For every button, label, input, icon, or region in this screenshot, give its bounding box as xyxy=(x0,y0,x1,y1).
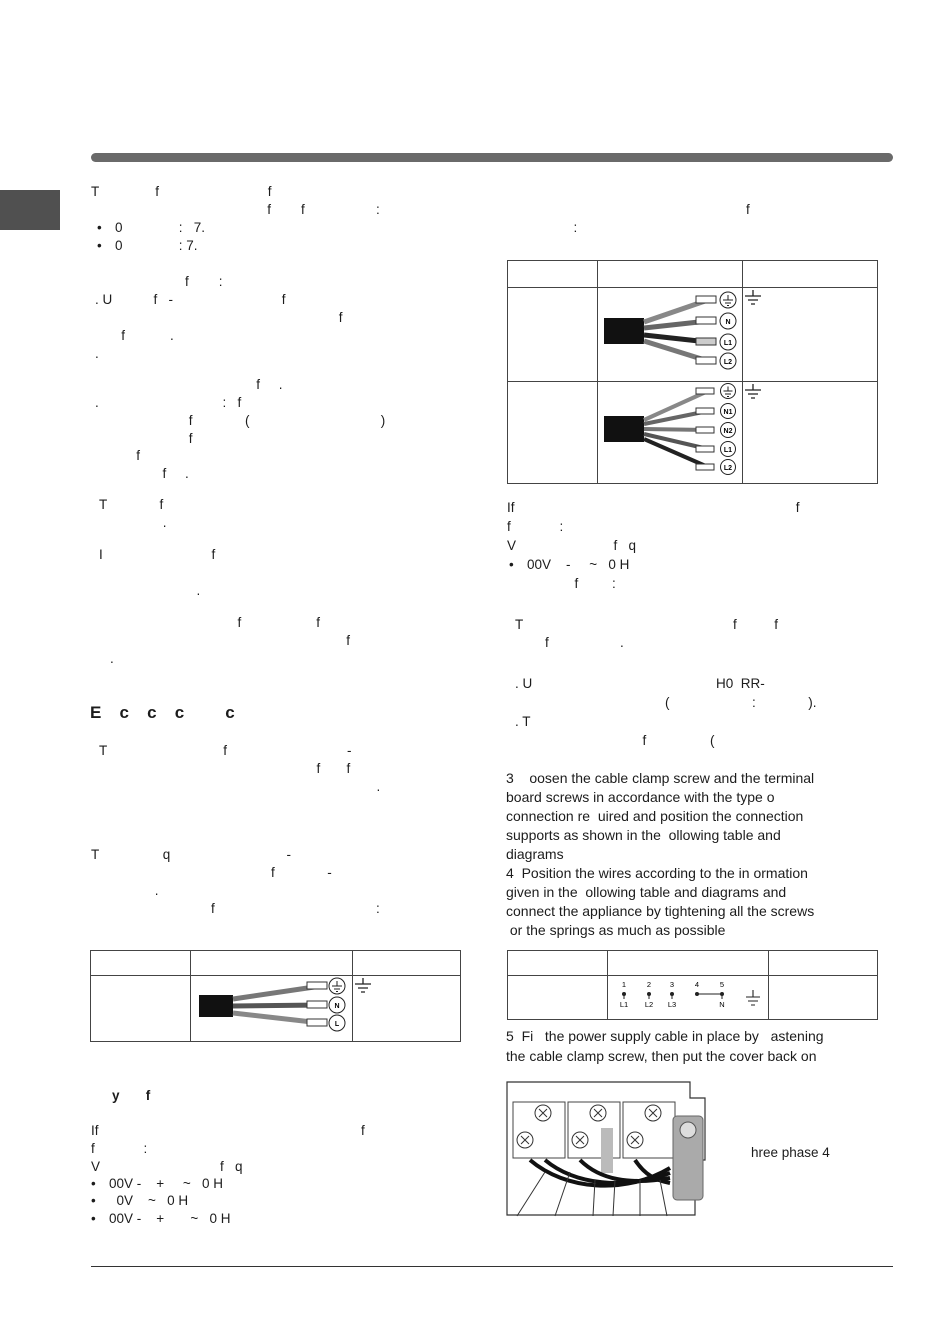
table-cell xyxy=(508,951,608,976)
sub-heading: y f xyxy=(112,1088,151,1103)
step5-line: the cable clamp screw, then put the cover back on xyxy=(506,1048,817,1064)
intro-line: T f f xyxy=(91,184,272,199)
ground-icon xyxy=(743,288,773,308)
table-cell xyxy=(190,976,352,1042)
terminal-number: 5 xyxy=(719,980,725,989)
table-cell xyxy=(743,382,878,484)
step5-line: 5 Fi the power supply cable in place by astening xyxy=(506,1028,824,1044)
list-item: • 0 : 7. xyxy=(115,237,198,255)
paragraph-line: If f xyxy=(507,500,800,515)
intro-line: : xyxy=(506,220,578,235)
paragraph-line: f . xyxy=(95,377,283,392)
step4-line: 4 Position the wires according to the in ormation xyxy=(506,865,808,881)
wire-label: L1 xyxy=(723,340,733,347)
paragraph-line: f f xyxy=(99,761,351,776)
paragraph-line: f . xyxy=(515,635,624,650)
paragraph-line: . xyxy=(99,583,201,598)
wire-label: L xyxy=(334,1021,340,1028)
paragraph-line: f xyxy=(95,310,343,325)
paragraph-line: . xyxy=(99,779,381,794)
table-cell xyxy=(598,382,743,484)
terminal-number: 4 xyxy=(694,980,700,989)
list-item: • 0 : 7. xyxy=(115,219,205,237)
list-item: • 00V - + ~ 0 H xyxy=(109,1175,223,1193)
paragraph-line: . U H0 RR- xyxy=(515,676,765,691)
paragraph-line: T q - xyxy=(91,847,292,862)
paragraph-line: f - xyxy=(91,865,332,880)
terminal-label: L2 xyxy=(644,1000,654,1009)
paragraph-line: . xyxy=(99,515,167,530)
paragraph-line: V f q xyxy=(507,538,637,553)
step4-line: or the springs as much as possible xyxy=(506,922,726,938)
table-cell xyxy=(352,951,460,976)
wire-label: N2 xyxy=(723,428,733,435)
ground-icon xyxy=(353,976,383,996)
table-cell xyxy=(190,951,352,976)
list-item: • 0V ~ 0 H xyxy=(109,1192,188,1210)
wire-label: L1 xyxy=(723,447,733,454)
paragraph-line: f ( ) xyxy=(95,413,386,428)
wire-label: N xyxy=(334,1003,340,1010)
paragraph-line: f xyxy=(95,431,193,446)
paragraph-line: f : xyxy=(95,274,223,289)
step3-line: board screws in accordance with the type o xyxy=(506,789,775,805)
wire-label: L2 xyxy=(723,465,733,472)
paragraph-line: T f xyxy=(99,497,164,512)
table-cell xyxy=(743,261,878,288)
wire-label: L2 xyxy=(723,359,733,366)
paragraph-line: . : f xyxy=(95,395,242,410)
paragraph-line: f f xyxy=(95,615,321,630)
section-heading: E c c c c xyxy=(90,703,236,722)
paragraph-line: . T xyxy=(515,714,531,729)
paragraph-line: T f f xyxy=(515,617,779,632)
cable-table xyxy=(507,260,878,484)
intro-line: f xyxy=(506,202,750,217)
paragraph-line: I f xyxy=(99,547,216,562)
table-cell xyxy=(91,976,191,1042)
paragraph-line: . xyxy=(95,346,99,361)
table-cell xyxy=(769,951,878,976)
single-phase-cable-illustration xyxy=(191,976,351,1036)
step4-line: connect the appliance by tightening all the screws xyxy=(506,903,815,919)
diagram-caption: hree phase 4 xyxy=(751,1145,830,1160)
list-item: • 00V - + ~ 0 H xyxy=(109,1210,231,1228)
wire-label: N1 xyxy=(723,409,733,416)
step3-line: 3 oosen the cable clamp screw and the terminal xyxy=(506,770,815,786)
terminal-label: L3 xyxy=(667,1000,677,1009)
table-cell xyxy=(508,382,598,484)
table-cell xyxy=(598,261,743,288)
table-cell xyxy=(508,288,598,382)
step3-line: connection re uired and position the connection xyxy=(506,808,804,824)
intro-line: f f : xyxy=(91,202,380,217)
terminal-number: 2 xyxy=(646,980,652,989)
paragraph-line: T f - xyxy=(99,743,352,758)
table-cell xyxy=(91,951,191,976)
language-tab xyxy=(0,190,60,230)
paragraph-line: If f xyxy=(91,1123,365,1138)
table-cell xyxy=(608,976,769,1020)
paragraph-line: ( : ). xyxy=(515,695,817,710)
step3-line: diagrams xyxy=(506,846,564,862)
paragraph-line: V f q xyxy=(91,1159,243,1174)
table-cell xyxy=(769,976,878,1020)
paragraph-line: f : xyxy=(507,519,564,534)
terminal-number: 1 xyxy=(621,980,627,989)
paragraph-line: f xyxy=(95,633,351,648)
header-bar xyxy=(91,153,893,162)
paragraph-line: . U f - f xyxy=(95,292,286,307)
paragraph-line: f : xyxy=(91,1141,148,1156)
ground-icon xyxy=(743,382,773,402)
terminal-board-diagram xyxy=(608,976,768,1014)
table-cell xyxy=(598,288,743,382)
paragraph-line: f : xyxy=(507,576,616,591)
cable-illustration-4-wire xyxy=(598,288,742,376)
paragraph-line: . xyxy=(95,651,114,666)
paragraph-line: f . xyxy=(95,466,189,481)
terminal-block-illustration xyxy=(505,1080,720,1220)
terminal-table xyxy=(507,950,878,1020)
ground-icon xyxy=(746,990,760,1005)
table-cell xyxy=(608,951,769,976)
paragraph-line: f xyxy=(95,448,141,463)
table-cell xyxy=(352,976,460,1042)
paragraph-line: f . xyxy=(95,328,174,343)
paragraph-line: . xyxy=(91,883,159,898)
paragraph-line: f ( xyxy=(515,733,715,748)
table-cell xyxy=(508,261,598,288)
cable-illustration-5-wire xyxy=(598,382,742,478)
paragraph-line: f : xyxy=(91,901,380,916)
terminal-number: 3 xyxy=(669,980,675,989)
step4-line: given in the ollowing table and diagrams and xyxy=(506,884,787,900)
footer-rule xyxy=(91,1266,893,1267)
terminal-label: L1 xyxy=(619,1000,629,1009)
list-item: • 00V - ~ 0 H xyxy=(527,556,629,574)
step3-line: supports as shown in the ollowing table and xyxy=(506,827,781,843)
table-cell xyxy=(743,288,878,382)
wire-label: N xyxy=(725,319,731,326)
table-cell xyxy=(508,976,608,1020)
single-phase-table xyxy=(90,950,461,1042)
terminal-label: N xyxy=(719,1000,725,1009)
